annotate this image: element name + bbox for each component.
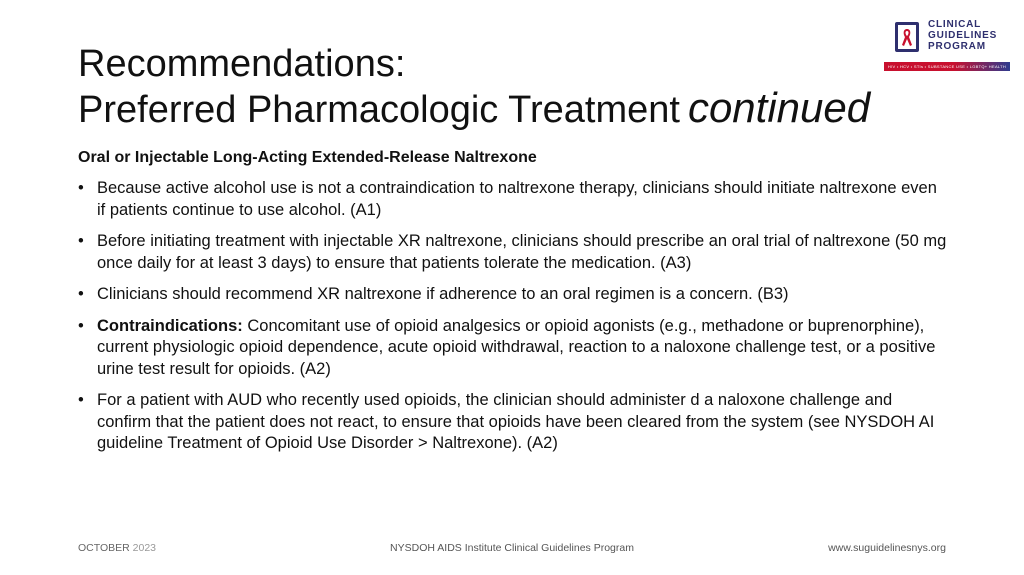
footer-month: OCTOBER	[78, 542, 130, 554]
logo-tagline: HIV • HCV • STIs • SUBSTANCE USE • LGBTQ+ HEALTH	[884, 62, 1010, 71]
logo-line-2: GUIDELINES	[928, 30, 998, 41]
recommendation-bullet	[78, 284, 948, 306]
recommendation-list	[78, 178, 948, 465]
footer-year: 2023	[132, 542, 157, 554]
recommendation-bullet	[78, 231, 948, 274]
bullet-text: For a patient with AUD who recently used opioids, the clinician should administer d a naloxone challenge and confirm that the patient does not react, to ensure that opioids have been cleared from the system (see NYSDOH AI guideline Treatment of Opioid Use Disorder > Naltrexone). (A2)	[97, 391, 935, 452]
recommendation-bullet	[78, 178, 948, 221]
logo-line-3: PROGRAM	[928, 41, 986, 52]
title-continued: continued	[687, 84, 871, 131]
recommendation-bullet	[78, 390, 948, 455]
section-heading: Oral or Injectable Long-Acting Extended-Release Naltrexone	[78, 149, 537, 166]
footer-program-name: NYSDOH AIDS Institute Clinical Guidelines Program	[390, 542, 634, 554]
logo-wordmark	[928, 19, 997, 52]
title-line-2: Preferred Pharmacologic Treatment	[78, 89, 680, 131]
logo-line-1: CLINICAL	[928, 19, 982, 30]
bullet-text: Before initiating treatment with injectable XR naltrexone, clinicians should prescribe an oral trial of naltrexone (50 mg once daily for at least 3 days) to ensure that patients tolerate the medication. (A3)	[97, 232, 947, 272]
contraindications-label: Contraindications:	[97, 316, 243, 335]
footer-website-link[interactable]: www.suguidelinesnys.org	[828, 542, 946, 554]
slide-title	[78, 42, 908, 132]
recommendation-bullet	[78, 316, 948, 381]
bullet-text: Because active alcohol use is not a contraindication to naltrexone therapy, clinicians should initiate naltrexone even if patients continue to use alcohol. (A1)	[97, 179, 937, 219]
bullet-text: Concomitant use of opioid analgesics or opioid agonists (e.g., methadone or buprenorphine), current physiologic opioid dependence, acute opioid withdrawal, reaction to a naloxone challenge test, or a positive urine test result for opioids. (A2)	[97, 316, 936, 378]
bullet-text: Clinicians should recommend XR naltrexone if adherence to an oral regimen is a concern. (B3)	[97, 285, 789, 303]
title-line-1: Recommendations:	[78, 43, 406, 85]
